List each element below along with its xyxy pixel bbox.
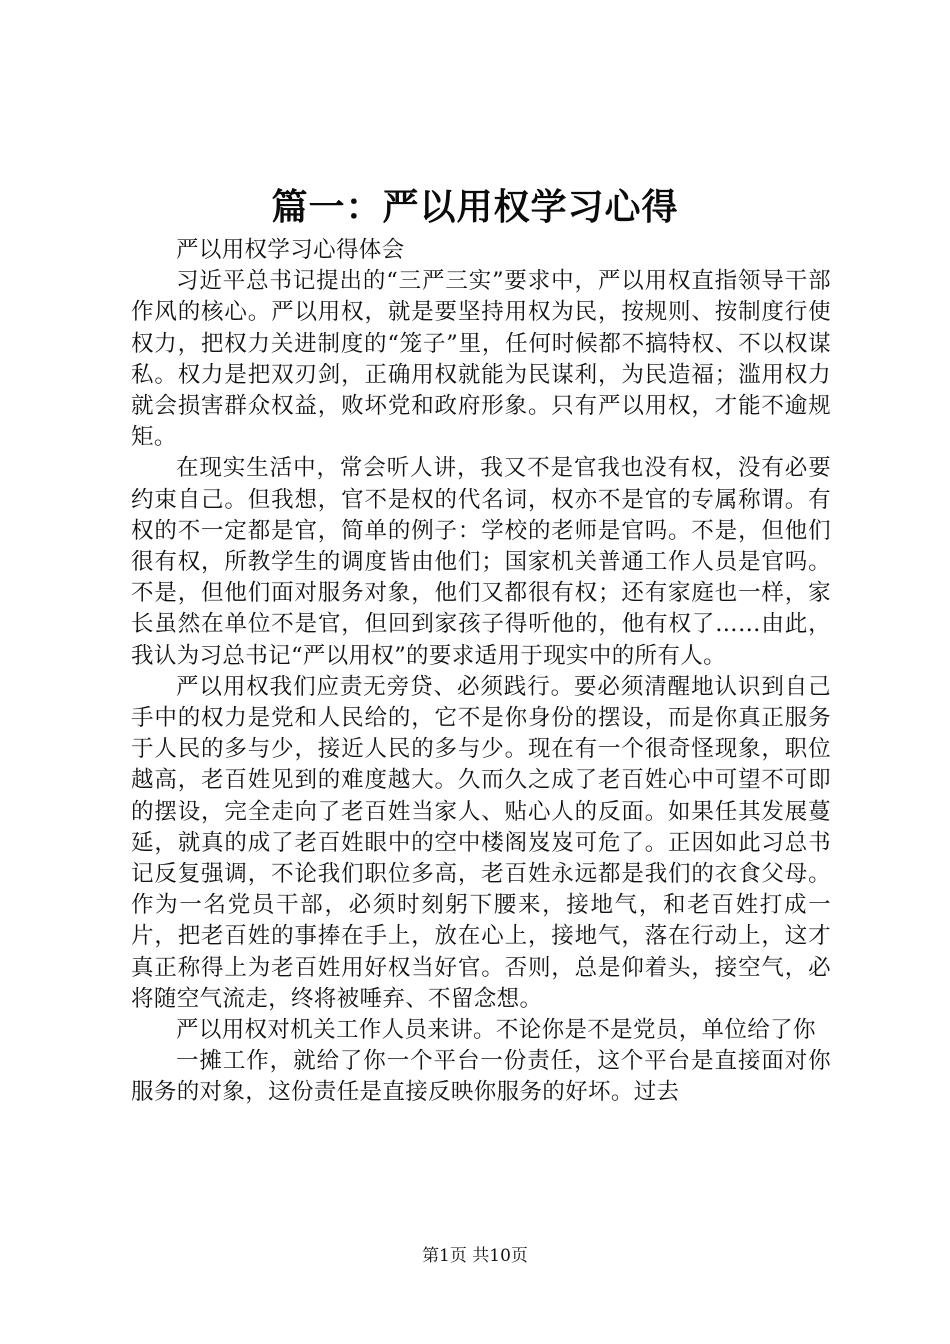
paragraph: 习近平总书记提出的“三严三实”要求中，严以用权直指领导干部作风的核心。严以用权，就是要坚持用权为民，按规则、按制度行使权力，把权力关进制度的“笼子”里，任何时候都不搞特权、不以权谋私。权力是把双刃剑，正确用权就能为民谋利，为民造福；滥用权力就会损害群众权益，败坏党和政府形象。只有严以用权，才能不逾规矩。: [131, 268, 831, 451]
document-body: [131, 235, 831, 1109]
paragraph: 在现实生活中，常会听人讲，我又不是官我也没有权，没有必要约束自己。但我想，官不是权的代名词，权亦不是官的专属称谓。有权的不一定都是官，简单的例子：学校的老师是官吗。不是，但他们很有权，所教学生的调度皆由他们；国家机关普通工作人员是官吗。不是，但他们面对服务对象，他们又都很有权；还有家庭也一样，家长虽然在单位不是官，但回到家孩子得听他的，他有权了……由此，我认为习总书记“严以用权”的要求适用于现实中的所有人。: [131, 455, 831, 669]
paragraph: 严以用权对机关工作人员来讲。不论你是不是党员，单位给了你: [176, 1017, 816, 1044]
document-title: 篇一：严以用权学习心得: [271, 186, 679, 228]
page-number-footer: 第1页 共10页: [422, 1246, 528, 1266]
paragraph: 严以用权学习心得体会: [176, 237, 405, 263]
paragraph: 一摊工作，就给了你一个平台一份责任，这个平台是直接面对你服务的对象，这份责任是直接反映你服务的好坏。过去: [131, 1048, 831, 1106]
paragraph: 严以用权我们应责无旁贷、必须践行。要必须清醒地认识到自己手中的权力是党和人民给的，它不是你身份的摆设，而是你真正服务于人民的多与少，接近人民的多与少。现在有一个很奇怪现象，职位越高，老百姓见到的难度越大。久而久之成了老百姓心中可望不可即的摆设，完全走向了老百姓当家人、贴心人的反面。如果任其发展蔓延，就真的成了老百姓眼中的空中楼阁岌岌可危了。正因如此习总书记反复强调，不论我们职位多高，老百姓永远都是我们的衣食父母。作为一名党员干部，必须时刻躬下腰来，接地气，和老百姓打成一片，把老百姓的事捧在手上，放在心上，接地气，落在行动上，这才真正称得上为老百姓用好权当好官。否则，总是仰着头，接空气，必将随空气流走，终将被唾弃、不留念想。: [131, 673, 831, 1012]
